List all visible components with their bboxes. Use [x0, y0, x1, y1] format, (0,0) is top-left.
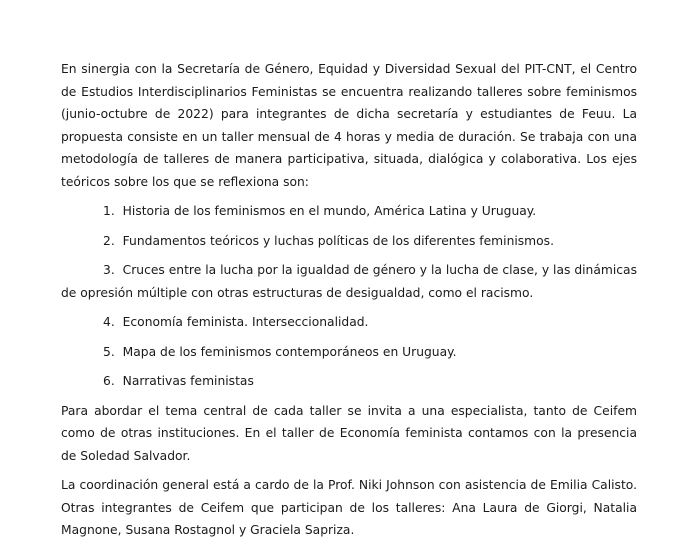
list-item-number: 1.	[103, 204, 115, 218]
coordination-paragraph: La coordinación general está a cardo de la Prof. Niki Johnson con asistencia de Emilia Calisto. Otras integrantes de Ceifem que participan de los talleres: Ana Laura de Giorgi, Natalia Magnone, Susana Rostagnol y Graciela Sapriza.	[61, 478, 637, 537]
list-item-number: 3.	[103, 263, 115, 277]
list-item	[61, 200, 637, 223]
list-item-number: 6.	[103, 374, 115, 388]
list-item	[61, 259, 637, 304]
list-item-text: Narrativas feministas	[122, 374, 254, 388]
list-item	[61, 311, 637, 334]
list-item-number: 5.	[103, 344, 115, 359]
list-item-text: Fundamentos teóricos y luchas políticas de los diferentes feminismos.	[122, 233, 555, 248]
list-item-number: 2.	[103, 233, 115, 248]
document-body	[61, 58, 637, 549]
list-item-text: Historia de los feminismos en el mundo, América Latina y Uruguay.	[122, 204, 537, 218]
list-item	[61, 341, 637, 364]
intro-paragraph: En sinergia con la Secretaría de Género, Equidad y Diversidad Sexual del PIT-CNT, el Centro de Estudios Interdisciplinarios Feministas se encuentra realizando talleres sobre feminismos (junio-octubre de 2022) para integrantes de dicha secretaría y estudiantes de Feuu. La propuesta consiste en un taller mensual de 4 horas y media de duración. Se trabaja con una metodología de talleres de manera participativa, situada, dialógica y colaborativa. Los ejes teóricos sobre los que se reflexiona son:	[61, 62, 637, 189]
list-item	[61, 370, 637, 393]
list-item-text: Economía feminista. Interseccionalidad.	[122, 315, 369, 329]
list-item-number: 4.	[103, 315, 115, 329]
list-item	[61, 230, 637, 253]
list-item-text: Cruces entre la lucha por la igualdad de género y la lucha de clase, y las dinámicas de opresión múltiple con otras estructuras de desigualdad, como el racismo.	[61, 263, 637, 300]
speakers-paragraph: Para abordar el tema central de cada taller se invita a una especialista, tanto de Ceifem como de otras instituciones. En el taller de Economía feminista contamos con la presencia de Soledad Salvador.	[61, 403, 637, 463]
list-item-text: Mapa de los feminismos contemporáneos en Uruguay.	[122, 344, 457, 359]
